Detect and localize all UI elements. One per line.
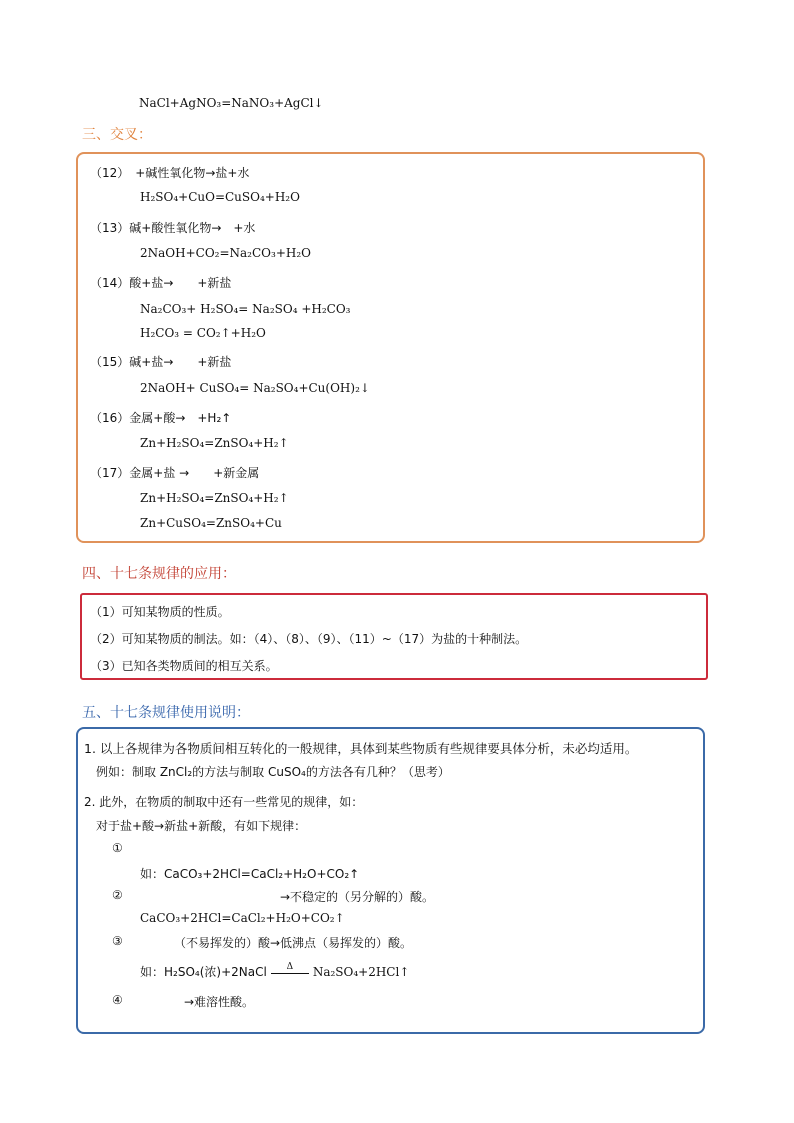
note-2-intro: 对于盐+酸→新盐+新酸，有如下规律： xyxy=(96,819,307,833)
application-3: （3）已知各类物质间的相互关系。 xyxy=(90,659,278,673)
rule-17: （17）金属+盐 → +新金属 xyxy=(90,466,260,480)
marker-1: ① xyxy=(112,841,123,855)
section3-title: 三、交叉： xyxy=(82,127,152,143)
note-2: 2. 此外，在物质的制取中还有一些常见的规律，如： xyxy=(84,795,364,809)
rule-15: （15）碱+盐→ +新盐 xyxy=(90,355,232,369)
equation: CaCO₃+2HCl=CaCl₂+H₂O+CO₂↑ xyxy=(140,911,345,925)
example-equation: 如：CaCO₃+2HCl=CaCl₂+H₂O+CO₂↑ xyxy=(140,867,360,881)
section5-title: 五、十七条规律使用说明： xyxy=(82,705,250,721)
section4-box xyxy=(80,593,708,680)
marker-2: ② xyxy=(112,888,123,902)
section5-box xyxy=(76,727,705,1034)
equation: Zn+H₂SO₄=ZnSO₄+H₂↑ xyxy=(140,436,289,450)
marker-3: ③ xyxy=(112,934,123,948)
rule-2-text: →不稳定的（另分解的）酸。 xyxy=(280,890,435,904)
equation-right: Na₂SO₄+2HCl↑ xyxy=(312,965,410,979)
equation: Zn+H₂SO₄=ZnSO₄+H₂↑ xyxy=(140,491,289,505)
section3-box xyxy=(76,152,705,543)
delta-symbol: Δ xyxy=(286,962,294,972)
note-1: 1. 以上各规律为各物质间相互转化的一般规律，具体到某些物质有些规律要具体分析，未必均适用。 xyxy=(84,741,638,756)
equation: Zn+CuSO₄=ZnSO₄+Cu xyxy=(140,516,282,530)
rule-3-text: （不易挥发的）酸→低沸点（易挥发的）酸。 xyxy=(174,936,413,950)
rule-13: （13）碱+酸性氧化物→ +水 xyxy=(90,221,256,235)
rule-16: （16）金属+酸→ +H₂↑ xyxy=(90,411,232,425)
equation: H₂SO₄+CuO=CuSO₄+H₂O xyxy=(140,190,300,204)
equation: Na₂CO₃+ H₂SO₄= Na₂SO₄ +H₂CO₃ xyxy=(140,302,351,316)
application-2: （2）可知某物质的制法。如：（4）、（8）、（9）、（11）~（17）为盐的十种制法。 xyxy=(90,632,528,646)
rule-12: （12） +碱性氧化物→盐+水 xyxy=(90,166,250,180)
heat-condition xyxy=(271,963,309,974)
equation-left: 如：H₂SO₄(浓)+2NaCl xyxy=(140,965,267,979)
heating-equation xyxy=(140,963,409,980)
reaction-bar xyxy=(271,973,309,974)
equation: 2NaOH+ CuSO₄= Na₂SO₄+Cu(OH)₂↓ xyxy=(140,381,370,395)
rule-4-text: →难溶性酸。 xyxy=(184,995,255,1009)
application-1: （1）可知某物质的性质。 xyxy=(90,605,230,619)
note-1-example: 例如：制取 ZnCl₂的方法与制取 CuSO₄的方法各有几种？（思考） xyxy=(96,765,450,779)
rule-14: （14）酸+盐→ +新盐 xyxy=(90,276,232,290)
top-equation: NaCl+AgNO₃=NaNO₃+AgCl↓ xyxy=(139,96,324,110)
equation: 2NaOH+CO₂=Na₂CO₃+H₂O xyxy=(140,246,311,260)
marker-4: ④ xyxy=(112,993,123,1007)
equation: H₂CO₃ = CO₂↑+H₂O xyxy=(140,326,266,340)
section4-title: 四、十七条规律的应用： xyxy=(82,566,236,582)
